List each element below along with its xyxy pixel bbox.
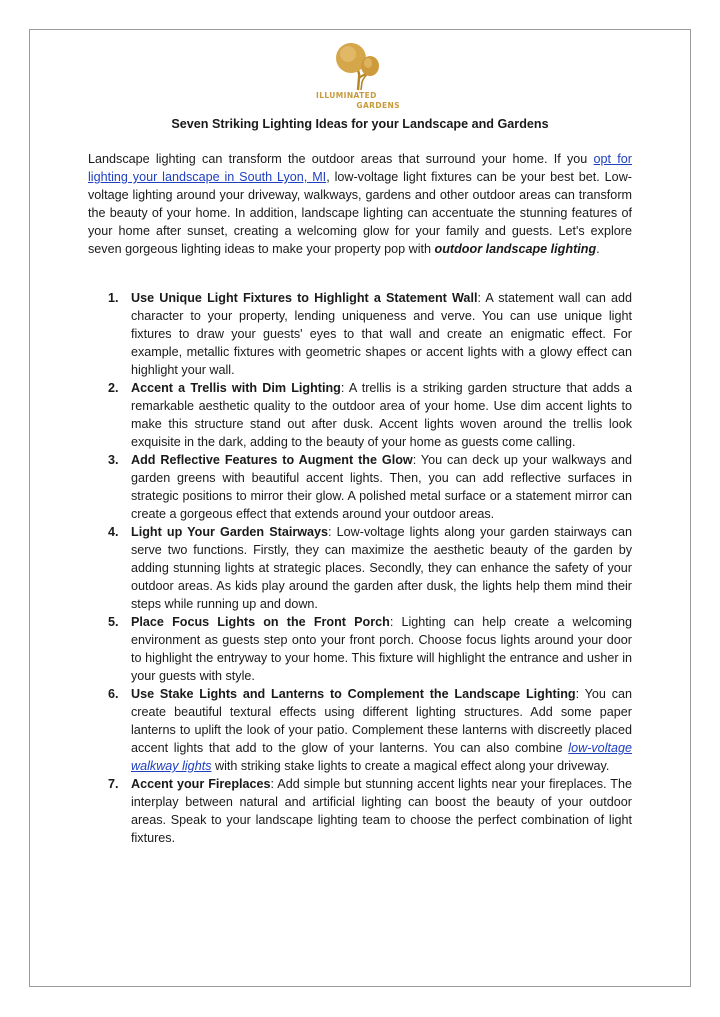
item-body: : You can deck up your walkways and garden greens with beautiful accent lights. Then, you can add reflective surfaces in strategic positions to mirror their glow. A polished metal surface or a statement mirror can create a gorgeous effect that extends around your outdoor areas. [131,453,632,521]
item-body-end: with striking stake lights to create a magical effect along your driveway. [211,759,610,773]
logo-text-line2: GARDENS [356,101,400,110]
list-item [108,685,633,775]
item-heading: Accent a Trellis with Dim Lighting [131,381,341,395]
item-body: : A trellis is a striking garden structure that adds a remarkable aesthetic quality to the outdoor area of your home. Use dim accent lights to make this structure stand out after dusk. Accent lights woven around the trellis look exquisite in the dark, adding to the beauty of your home as guests come calling. [131,381,632,449]
list-item [108,379,632,451]
list-item [108,289,632,379]
company-logo [314,40,404,112]
list-item [108,775,632,847]
south-lyon-lighting-link[interactable]: opt for lighting your landscape in South Lyon, MI [88,152,633,184]
intro-text-start: Landscape lighting can transform the outdoor areas that surround your home. If you [88,152,594,166]
list-item [108,613,632,685]
intro-text-middle: , low-voltage light fixtures can be your best bet. Low-voltage lighting around your driveway, walkways, gardens and other outdoor areas can transform the beauty of your home. In addition, landscape lighting can accentuate the stunning features of your home after sunset, creating a welcoming glow for your family and guests. Let's explore seven gorgeous lighting ideas to make your property pop with [88,170,632,256]
item-body: : You can create beautiful textural effects using different lighting structures. Add some paper lanterns to uplift the look of your patio. Complement these lanterns with discreetly placed accent lights that add to the glow of your lanterns. You can also combine [131,687,633,755]
item-number: 3. [108,453,119,467]
item-body: : A statement wall can add character to your property, lending uniqueness and verve. You can use unique light fixtures to draw your guests' eyes to that wall and create an enigmatic effect. For example, metallic fixtures with geometric shapes or accent lights with a glowy effect can highlight your wall. [131,291,632,377]
item-heading: Place Focus Lights on the Front Porch [131,615,390,629]
intro-paragraph [88,150,632,258]
item-number: 1. [108,291,119,305]
item-number: 6. [108,687,119,701]
item-body: : Low-voltage lights along your garden stairways can serve two functions. Firstly, they can maximize the aesthetic beauty of the garden by adding stunning lights at strategic places. Secondly, they can enhance the safety of your outdoor areas. As kids play around the garden after dusk, the lights help them mind their steps while running up and down. [131,525,632,611]
page-title: Seven Striking Lighting Ideas for your Landscape and Gardens [171,117,549,131]
item-heading: Add Reflective Features to Augment the Glow [131,453,413,467]
list-item [108,451,632,523]
item-heading: Light up Your Garden Stairways [131,525,329,539]
intro-emphasis: outdoor landscape lighting [434,242,597,256]
item-number: 2. [108,381,119,395]
item-number: 7. [108,777,119,791]
item-number: 4. [108,525,119,539]
item-heading: Accent your Fireplaces [131,777,271,791]
logo-text-line1: ILLUMINATED [316,91,377,100]
lighting-ideas-list [88,289,632,847]
item-heading: Use Unique Light Fixtures to Highlight a Statement Wall [131,291,478,305]
list-item [108,523,632,613]
walkway-lights-link[interactable]: low-voltage walkway lights [131,741,632,773]
item-body: : Add simple but stunning accent lights near your fireplaces. The interplay between natural and artificial lighting can boost the beauty of your outdoor areas. Speak to your landscape lighting team to choose the perfect combination of light fixtures. [131,777,632,845]
item-number: 5. [108,615,119,629]
item-heading: Use Stake Lights and Lanterns to Complement the Landscape Lighting [131,687,576,701]
intro-text-end: . [596,242,600,256]
item-body: : Lighting can help create a welcoming environment as guests step onto your front porch. Choose focus lights around your door to highlight the entryway to your home. This fixture will highlight the entrance and usher in your guests with style. [131,615,632,683]
